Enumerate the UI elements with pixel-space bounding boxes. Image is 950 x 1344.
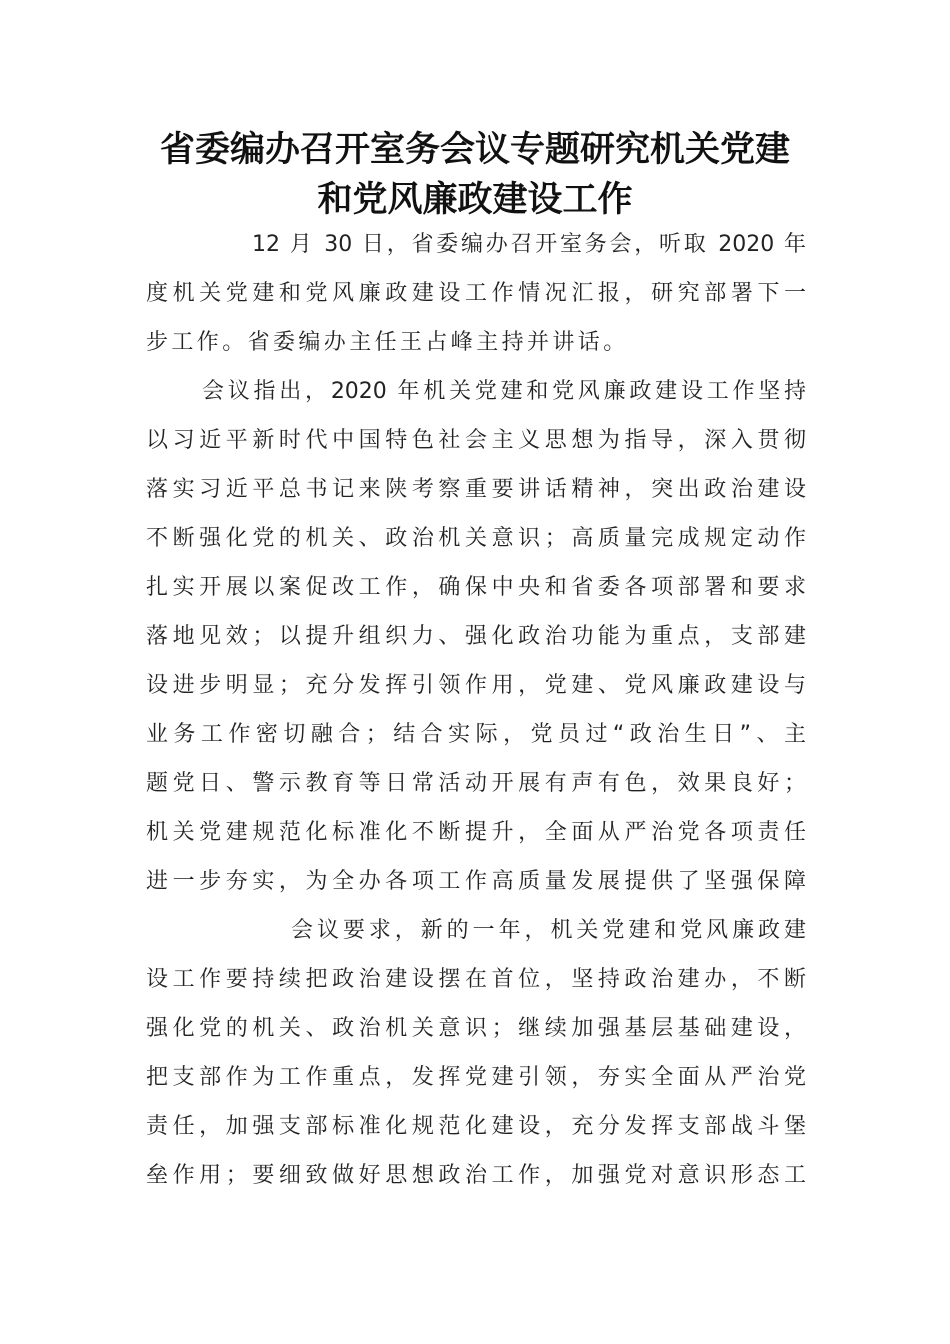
body-text-line: 不断强化党的机关、政治机关意识；高质量完成规定动作 bbox=[146, 526, 806, 551]
body-text-line: 会议要求，新的一年，机关党建和党风廉政建 bbox=[291, 918, 806, 943]
body-text-line: 扎实开展以案促改工作，确保中央和省委各项部署和要求 bbox=[146, 575, 806, 600]
body-text-line: 机关党建规范化标准化不断提升，全面从严治党各项责任 bbox=[146, 820, 806, 845]
body-text-line: 落地见效；以提升组织力、强化政治功能为重点，支部建 bbox=[146, 624, 806, 649]
body-text-line: 进一步夯实，为全办各项工作高质量发展提供了坚强保障 bbox=[146, 869, 806, 894]
body-text-line: 度机关党建和党风廉政建设工作情况汇报，研究部署下一 bbox=[146, 281, 806, 306]
body-text-line: 责任，加强支部标准化规范化建设，充分发挥支部战斗堡 bbox=[146, 1114, 806, 1139]
body-text-line: 12 月 30 日，省委编办召开室务会，听取 2020 年 bbox=[252, 232, 806, 257]
body-text-line: 步工作。省委编办主任王占峰主持并讲话。 bbox=[146, 330, 629, 355]
body-text-line: 设工作要持续把政治建设摆在首位，坚持政治建办，不断 bbox=[146, 967, 806, 992]
body-text-line: 垒作用；要细致做好思想政治工作，加强党对意识形态工 bbox=[146, 1163, 806, 1188]
body-text-line: 设进步明显；充分发挥引领作用，党建、党风廉政建设与 bbox=[146, 673, 806, 698]
body-text-line: 以习近平新时代中国特色社会主义思想为指导，深入贯彻 bbox=[146, 428, 806, 453]
body-text-line: 把支部作为工作重点，发挥党建引领，夯实全面从严治党 bbox=[146, 1065, 806, 1090]
document-title-line-2: 和党风廉政建设工作 bbox=[317, 179, 633, 220]
body-text-line: 题党日、警示教育等日常活动开展有声有色，效果良好； bbox=[146, 771, 806, 796]
body-text-line: 业务工作密切融合；结合实际，党员过“政治生日”、主 bbox=[146, 722, 806, 747]
body-text-line: 强化党的机关、政治机关意识；继续加强基层基础建设， bbox=[146, 1016, 806, 1041]
body-text-line: 会议指出，2020 年机关党建和党风廉政建设工作坚持 bbox=[202, 379, 806, 404]
document-title-line-1: 省委编办召开室务会议专题研究机关党建 bbox=[159, 129, 790, 170]
body-text-line: 落实习近平总书记来陕考察重要讲话精神，突出政治建设 bbox=[146, 477, 806, 502]
